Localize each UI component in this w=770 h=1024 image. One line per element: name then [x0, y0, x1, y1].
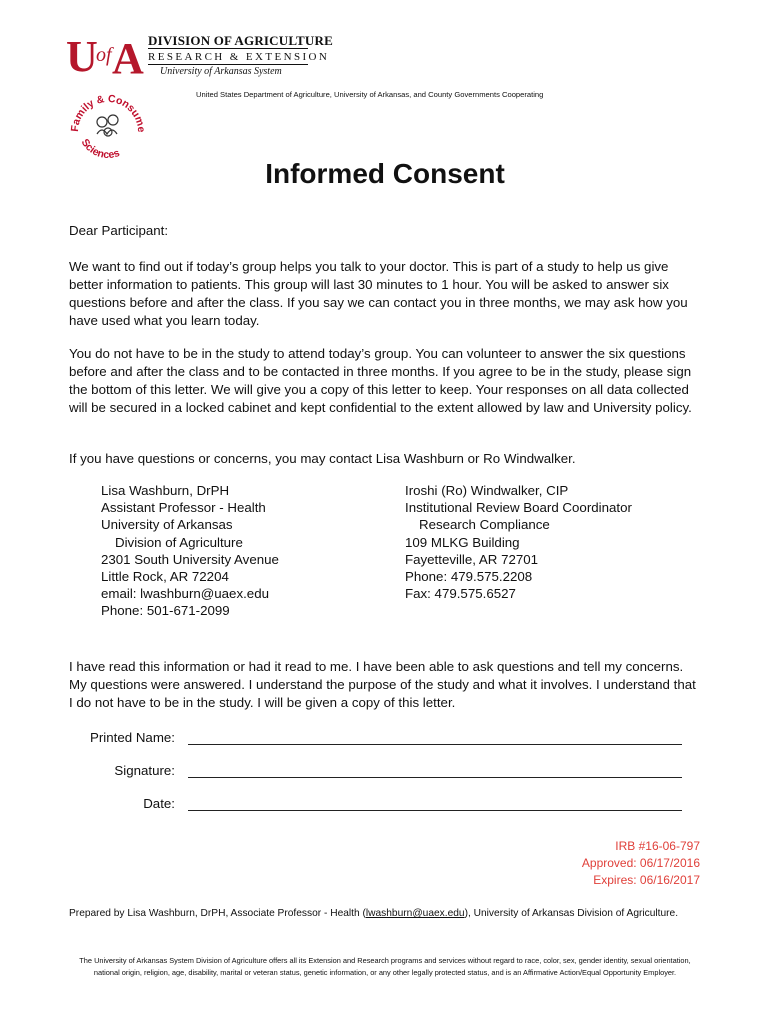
- contact-line: Iroshi (Ro) Windwalker, CIP: [405, 483, 569, 498]
- contact-line: 109 MLKG Building: [405, 534, 520, 550]
- svg-text:Family & Consumer: Family & Consume: [68, 92, 148, 133]
- signature-field[interactable]: [188, 777, 682, 778]
- header-rule: [148, 48, 308, 49]
- irb-approved: Approved: 06/17/2016: [581, 856, 700, 870]
- contact-line: Assistant Professor - Health: [101, 500, 266, 516]
- svg-text:of: of: [96, 44, 112, 66]
- contact-line: Institutional Review Board Coordinator: [405, 500, 632, 516]
- prepared-by-text: Prepared by Lisa Washburn, DrPH, Associate Professor - Health (: [69, 908, 366, 919]
- svg-text:U: U: [66, 33, 98, 79]
- header-rule: [148, 64, 308, 65]
- university-system: University of Arkansas System: [160, 66, 282, 77]
- irb-number: IRB #16-06-797: [615, 839, 700, 853]
- contact-line: University of Arkansas: [101, 517, 233, 533]
- contact-line: Lisa Washburn, DrPH: [101, 483, 230, 498]
- prepared-by-text: ), University of Arkansas Division of Agriculture.: [464, 908, 679, 919]
- svg-text:Sciences: Sciences: [78, 136, 122, 162]
- contact-line: Division of Agriculture: [115, 534, 243, 550]
- printed-name-label: Printed Name:: [90, 730, 175, 745]
- prepared-by-email-link[interactable]: lwashburn@uaex.edu: [365, 908, 465, 919]
- division-subtitle: RESEARCH & EXTENSION: [148, 51, 330, 63]
- date-field[interactable]: [188, 810, 682, 811]
- paragraph-contacts-intro: If you have questions or concerns, you may contact Lisa Washburn or Ro Windwalker.: [69, 451, 576, 466]
- contact-email[interactable]: email: lwashburn@uaex.edu: [101, 586, 269, 602]
- contact-line: Research Compliance: [419, 517, 550, 533]
- contact-line: Fayetteville, AR 72701: [405, 551, 539, 567]
- contact-phone: Phone: 501-671-2099: [101, 603, 230, 619]
- contact-washburn: [101, 482, 361, 620]
- page-title: Informed Consent: [265, 158, 505, 189]
- fcs-badge-logo: [66, 84, 150, 166]
- prepared-by: [69, 908, 678, 919]
- greeting: Dear Participant:: [69, 223, 169, 238]
- irb-stamp: [582, 838, 700, 889]
- paragraph-voluntary: You do not have to be in the study to attend today’s group. You can volunteer to answer the six questions before and after the class and to be contacted in three months. If you agree to be in the study, please sign the bottom of this letter. We will give you a copy of this letter to keep. Your responses on all data collected will be secured in a locked cabinet and kept confidential to the extent allowed by law and University policy.: [69, 346, 692, 415]
- paragraph-purpose: We want to find out if today’s group helps you talk to your doctor. This is part of a study to help us give better information to patients. This group will last 30 minutes to 1 hour. You will be asked to answer six questions before and after the class. If you say we can contact you in three months, we may ask how you have used what you learn today.: [69, 259, 688, 328]
- nondiscrimination-statement: The University of Arkansas System Division of Agriculture offers all its Extension and Research programs and services without regard to race, color, sex, gender identity, sexual orientation, national origin, religion, age, disability, marital or veteran status, genetic information, or any other legally protected status, and is an Affirmative Action/Equal Opportunity Employer.: [79, 956, 691, 977]
- contact-line: 2301 South University Avenue: [101, 551, 279, 567]
- contact-phone: Phone: 479.575.2208: [405, 569, 533, 585]
- printed-name-field[interactable]: [188, 744, 682, 745]
- contact-line: Little Rock, AR 72204: [101, 569, 229, 585]
- cooperating-statement: United States Department of Agriculture, University of Arkansas, and County Governments Cooperating: [196, 90, 544, 99]
- date-label: Date:: [143, 796, 175, 811]
- contact-fax: Fax: 479.575.6527: [405, 586, 516, 602]
- svg-text:A: A: [112, 34, 144, 79]
- uofa-logo: [66, 33, 146, 79]
- division-title: DIVISION OF AGRICULTURE: [148, 33, 333, 48]
- paragraph-acknowledgement: I have read this information or had it read to me. I have been able to ask questions and tell my concerns. My questions were answered. I understand the purpose of the study and what it involves. I understand that I do not have to be in the study. I will be given a copy of this letter.: [69, 659, 696, 710]
- signature-label: Signature:: [114, 763, 175, 778]
- irb-expires: Expires: 06/16/2017: [593, 873, 700, 887]
- contact-windwalker: [405, 482, 705, 602]
